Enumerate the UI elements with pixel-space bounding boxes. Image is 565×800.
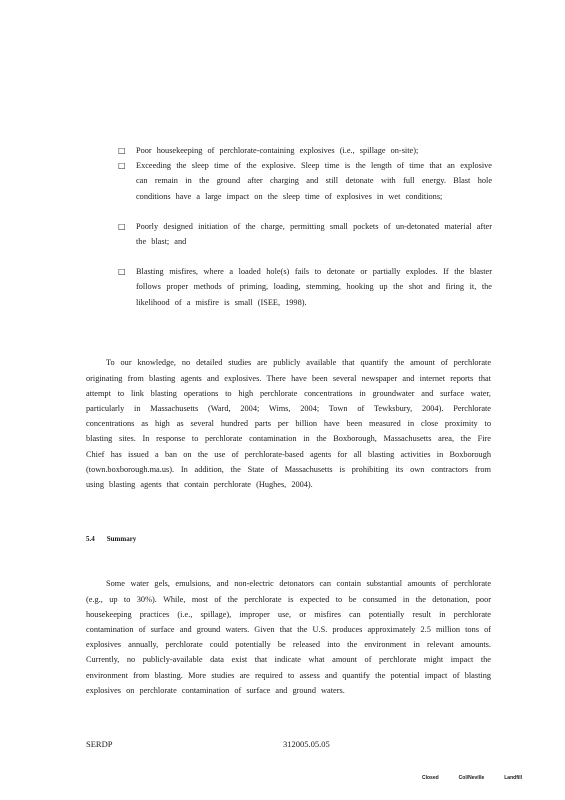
- bullet-item: [118, 143, 492, 158]
- section-heading: [86, 535, 136, 543]
- section-number: 5.4: [86, 535, 95, 543]
- stamp-label: Col/Neville: [458, 775, 485, 781]
- stamp-label: Landfill: [504, 775, 523, 781]
- checkbox-bullet-icon: □: [118, 161, 126, 171]
- bullet-item: [118, 264, 492, 310]
- body-paragraph: To our knowledge, no detailed studies are publicly available that quantify the amount of perchlorate originating from blasting agents and explosives. There have been several newspaper and internet reports that attempt to link blasting operations to high perchlorate concentrations in groundwater and surface water, particularly in Massachusetts (Ward, 2004; Wims, 2004; Town of Tewksbury, 2004). Perchlorate concentrations as high as several hundred parts per billion have been measured in close proximity to blasting sites. In response to perchlorate contamination in the Boxborough, Massachusetts area, the Fire Chief has issued a ban on the use of perchlorate-based agents for all blasting activities in Boxborough (town.boxborough.ma.us). In addition, the State of Massachusetts is prohibiting its own contractors from using blasting agents that contain perchlorate (Hughes, 2004).: [86, 358, 491, 489]
- section-title: Summary: [106, 535, 137, 543]
- bullet-text: Blasting misfires, where a loaded hole(s) fails to detonate or partially explodes. If the blaster follows proper methods of priming, loading, stemming, hooking up the shot and firing it, the likelihood of a misfire is small (ISEE, 1998).: [136, 267, 492, 307]
- checkbox-bullet-icon: □: [118, 221, 126, 231]
- bullet-item: [118, 219, 492, 249]
- summary-paragraph: Some water gels, emulsions, and non-electric detonators can contain substantial amounts of perchlorate (e.g., up to 30%). While, most of the perchlorate is expected to be consumed in the detonation, poor housekeeping practices (i.e., spillage), improper use, or misfires can potentially result in perchlorate contamination of surface and ground waters. Given that the U.S. produces approximately 2.5 million tons of explosives annually, perchlorate could potentially be released into the environment in relevant amounts. Currently, no publicly-available data exist that indicate what amount of perchlorate might impact the environment from blasting. More studies are required to assess and quantify the potential impact of blasting explosives on perchlorate contamination of surface and ground waters.: [86, 579, 491, 695]
- bullet-text: Poorly designed initiation of the charge, permitting small pockets of un-detonated material after the blast; and: [136, 221, 492, 247]
- checkbox-bullet-icon: □: [118, 146, 126, 155]
- page-stamps: [422, 775, 522, 781]
- bullet-text: Exceeding the sleep time of the explosive. Sleep time is the length of time that an explosive can remain in the ground after charging and still detonate with full energy. Blast hole conditions have a large impact on the sleep time of explosives in wet conditions;: [136, 161, 492, 201]
- footer-document-number: 312005.05.05: [283, 739, 330, 749]
- bullet-item: [118, 158, 492, 204]
- checkbox-bullet-icon: □: [118, 267, 126, 277]
- bullet-text: Poor housekeeping of perchlorate-containing explosives (i.e., spillage on-site);: [136, 146, 419, 155]
- footer-organization: SERDP: [86, 739, 113, 749]
- bullet-list: [118, 143, 492, 310]
- stamp-label: Closed: [422, 775, 439, 781]
